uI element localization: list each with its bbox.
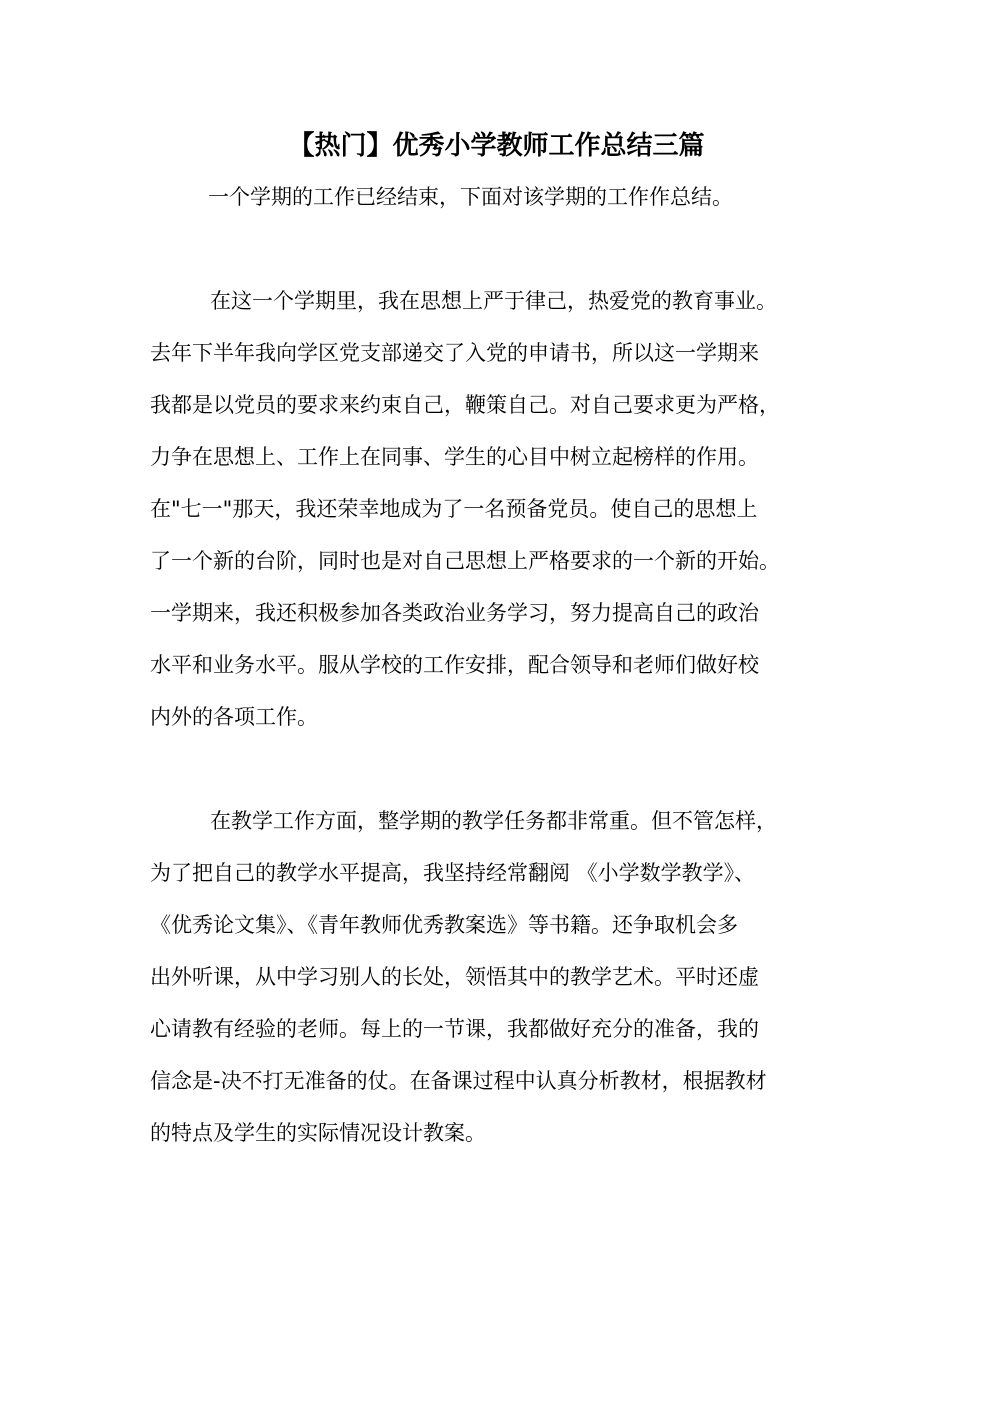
paragraph-line: 《优秀论文集》、《青年教师优秀教案选》等书籍。还争取机会多 — [150, 913, 738, 937]
paragraph-line: 信念是-决不打无准备的仗。在备课过程中认真分析教材，根据教材 — [150, 1069, 767, 1093]
paragraph-line: 在教学工作方面，整学期的教学任务都非常重。但不管怎样， — [210, 809, 777, 833]
paragraph-line: 水平和业务水平。服从学校的工作安排，配合领导和老师们做好校 — [150, 653, 759, 677]
paragraph-line: 出外听课，从中学习别人的长处，领悟其中的教学艺术。平时还虚 — [150, 965, 759, 989]
paragraph-line: 内外的各项工作。 — [150, 705, 318, 729]
paragraph-line: 在这一个学期里，我在思想上严于律己，热爱党的教育事业。 — [210, 289, 777, 313]
paragraph-line: 去年下半年我向学区党支部递交了入党的申请书，所以这一学期来 — [150, 341, 759, 365]
document-subtitle: 一个学期的工作已经结束，下面对该学期的工作作总结。 — [208, 185, 733, 209]
paragraph-line: 力争在思想上、工作上在同事、学生的心目中树立起榜样的作用。 — [150, 445, 759, 469]
paragraph-line: 心请教有经验的老师。每上的一节课，我都做好充分的准备，我的 — [150, 1017, 759, 1041]
paragraph-line: 我都是以党员的要求来约束自己，鞭策自己。对自己要求更为严格， — [150, 393, 780, 417]
paragraph-line: 为了把自己的教学水平提高，我坚持经常翻阅 《小学数学教学》、 — [150, 861, 756, 885]
paragraph-line: 了一个新的台阶，同时也是对自己思想上严格要求的一个新的开始。 — [150, 549, 780, 573]
paragraph-teaching-work — [150, 806, 840, 1170]
paragraph-line: 在"七一"那天，我还荣幸地成为了一名预备党员。使自己的思想上 — [150, 497, 758, 521]
document-title: 【热门】优秀小学教师工作总结三篇 — [288, 131, 705, 161]
paragraph-line: 一学期来，我还积极参加各类政治业务学习，努力提高自己的政治 — [150, 601, 759, 625]
paragraph-line: 的特点及学生的实际情况设计教案。 — [150, 1121, 486, 1145]
paragraph-political-thought — [150, 286, 840, 754]
